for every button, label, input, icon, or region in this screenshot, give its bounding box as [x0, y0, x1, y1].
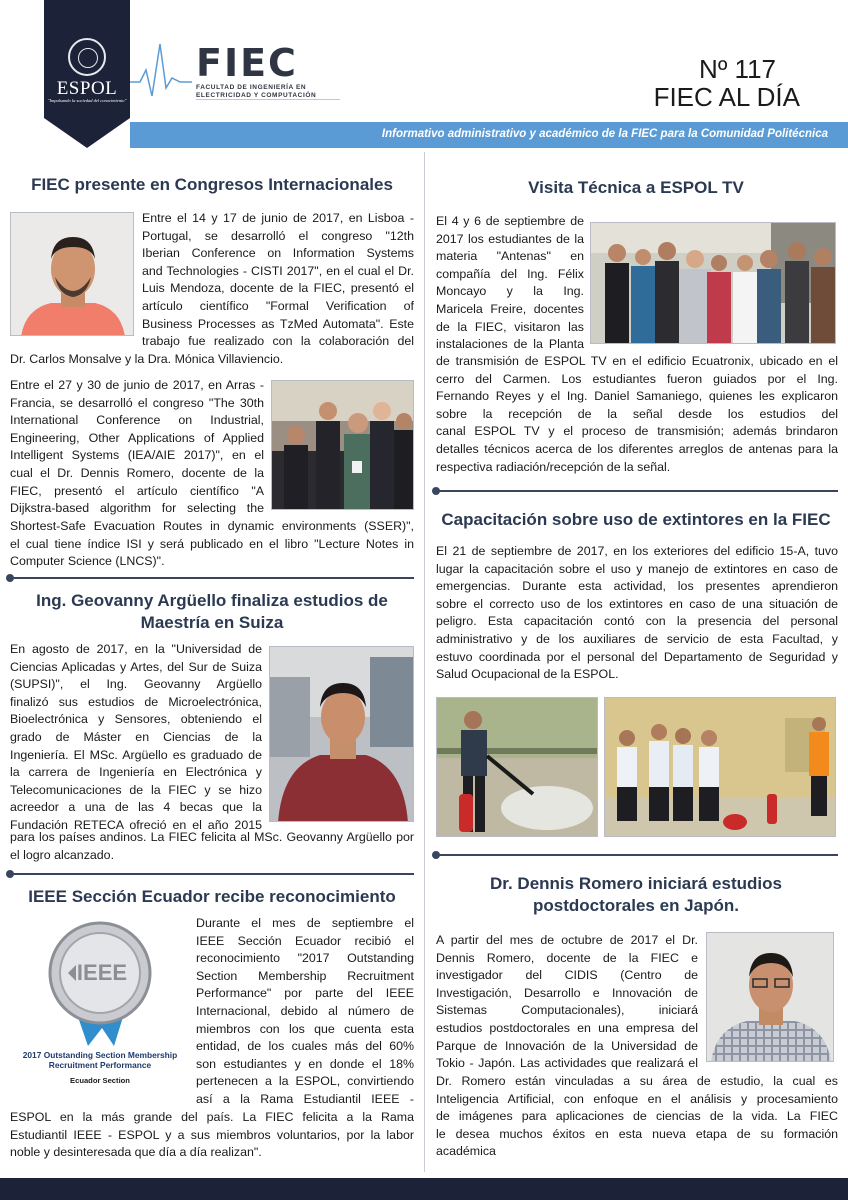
- text-line: Dennis Romero, docente de la FIEC e: [436, 950, 698, 965]
- text-line: Tokio - Japón. Las actividades que realizará el: [436, 1056, 698, 1071]
- text-line: académica: [436, 1144, 496, 1159]
- text-line: miembros con los que cuenta esta: [196, 1021, 414, 1036]
- text-line: administrativo y de los auxiliares de servicio de esta Facultad, y: [436, 631, 838, 646]
- paragraph-espoltv-b: [436, 353, 838, 476]
- text-line: estudios postdoctorales en una empresa del: [436, 1020, 698, 1035]
- text-line: Dr. Carlos Monsalve y la Dra. Mónica Villaviencio.: [10, 352, 284, 366]
- text-line: el cual tiene índice ISI y será publicado en el libro "Lecture Notes in: [10, 536, 414, 551]
- separator-line: [10, 577, 414, 579]
- text-line: Computer Science (LNCS)".: [10, 554, 165, 569]
- text-line: Moncayo y la Ing.: [436, 284, 584, 299]
- separator-line: [436, 490, 838, 492]
- text-line: IEEE Sección Ecuador recibió el: [196, 933, 414, 948]
- paragraph-arguello-b: [10, 829, 414, 864]
- text-line: Business Processes as TzMed Automata". Este: [142, 316, 414, 331]
- text-line: investigador del CIDIS (Centro de: [436, 968, 698, 983]
- text-line: Maricela Freire, docentes: [436, 301, 584, 316]
- text-line: Salud Ocupacional de la ESPOL.: [436, 667, 619, 682]
- photo-dennis-romero: [706, 932, 834, 1062]
- text-line: canal ESPOL TV y el proceso de transmisión; además brindaron: [436, 424, 838, 439]
- column-divider: [424, 152, 425, 1172]
- text-line: International Conference on Industrial,: [10, 413, 264, 428]
- text-line: materia "Antenas" en: [436, 249, 584, 264]
- paragraph-espoltv-a: [436, 213, 584, 354]
- text-line: Section Membership Recruitment: [196, 968, 414, 983]
- text-line: la carrera de Ingeniería en Electrónica y: [10, 765, 262, 780]
- text-line: le desea muchos éxitos en esta nueva etapa de su formación: [436, 1126, 838, 1141]
- fiec-subtitle-line: FACULTAD DE INGENIERÍA EN: [196, 84, 307, 91]
- title-line: postdoctorales en Japón.: [533, 896, 739, 915]
- text-line: para los países andinos. La FIEC felicita al MSc. Geovanny Argüello por: [10, 830, 414, 844]
- text-line: Portugal, se desarrolló el congreso "12th: [142, 228, 414, 243]
- text-line: 2017 los estudiantes de la: [436, 231, 584, 246]
- text-line: compañía del Ing. Félix: [436, 266, 584, 281]
- text-line: Inteligencia Artificial, con enfoque en el análisis y procesamiento: [436, 1091, 838, 1106]
- text-line: A partir del mes de octubre de 2017 el Dr.: [436, 933, 698, 947]
- article-title-extintores: Capacitación sobre uso de extintores en la FIEC: [441, 510, 831, 529]
- text-line: Fundación RETECA ofreció en el año 2015: [10, 817, 262, 832]
- article-title-arguello: [10, 590, 414, 634]
- espol-seal-icon: [68, 38, 106, 76]
- text-line: de la FIEC, visitaron las: [436, 319, 584, 334]
- header-band-text: Informativo administrativo y académico de la FIEC para la Comunidad Politécnica: [381, 128, 828, 140]
- paragraph-extintores: [436, 543, 838, 684]
- text-line: peligro. Esta capacitación contó con la presencia del personal: [436, 614, 838, 629]
- paragraph-romero-b: [436, 1073, 838, 1161]
- text-line: Iberian Conference on Information Systems: [142, 246, 414, 261]
- text-line: Intelligent Systems (IEA/AIE 2017)", en el: [10, 448, 264, 463]
- text-line: son estudiantes y en donde el 18%: [196, 1056, 414, 1071]
- text-line: sobre la recepción de la señal desde los estudios del: [436, 406, 838, 421]
- text-line: grado de Máster en Ciencias de la: [10, 729, 262, 744]
- text-line: finalizó sus estudios de Microelectrónica,: [10, 694, 262, 709]
- text-line: Luis Mendoza, docente de la FIEC, presentó el: [142, 281, 414, 296]
- text-line: de transmisión de ESPOL TV en el edificio Ecuatronix, ubicado en el: [436, 354, 838, 368]
- text-line: cual el Dr. Dennis Romero, docente de la: [10, 465, 264, 480]
- text-line: instalaciones de la Planta: [436, 337, 584, 352]
- text-line: lugar la capacitación sobre el uso y manejo de extintores en caso de: [436, 561, 838, 576]
- photo-luis-mendoza: [10, 212, 134, 336]
- text-line: Estudiantil IEEE - ESPOL y a sus miembros voluntarios, por la labor: [10, 1127, 414, 1142]
- text-line: así a la Rama Estudiantil IEEE -: [196, 1091, 414, 1106]
- award-medal-icon: [10, 918, 190, 1048]
- paragraph-congresos-2a: [10, 377, 264, 518]
- footer-band: [0, 1178, 848, 1200]
- paragraph-congresos-2b: [10, 518, 414, 571]
- text-line: emergencias. Durante esta actividad, los presentes aprendieron: [436, 579, 838, 594]
- text-line: reconocimiento "2017 Outstanding: [196, 951, 414, 966]
- paragraph-arguello-a: [10, 641, 262, 835]
- fiec-logo: FIEC: [196, 41, 298, 85]
- article-title-ieee: IEEE Sección Ecuador recibe reconocimiento: [28, 887, 396, 906]
- text-line: Telecomunicaciones de la FIEC y se hizo: [10, 782, 262, 797]
- header-band: [130, 122, 848, 148]
- ieee-badge-text: IEEE: [76, 960, 128, 985]
- text-line: El 21 de septiembre de 2017, en los exteriores del edificio 15-A, tuvo: [436, 544, 838, 558]
- text-line: acreedor a una de las 4 becas que la: [10, 800, 262, 815]
- text-line: Parque de Innovación de la Universidad de: [436, 1038, 698, 1053]
- text-line: Durante el mes de septiembre el: [196, 916, 414, 930]
- article-title-congresos: FIEC presente en Congresos Internacionales: [31, 175, 393, 194]
- text-line: Dijkstra-based algorithm for selecting the: [10, 501, 264, 516]
- text-line: Sistemas Computacionales), iniciará: [436, 1003, 698, 1018]
- paragraph-romero-a: [436, 932, 698, 1073]
- text-line: detalles técnicos acerca de los diferentes arreglos de antenas para la: [436, 441, 838, 456]
- text-line: Engineering, Other Applications of Applied: [10, 430, 264, 445]
- text-line: el logro alcanzado.: [10, 847, 115, 862]
- text-line: Fernando Reyes y el Ing. Daniel Samaniego, quienes les explicaron: [436, 389, 838, 404]
- text-line: estuvo coordinada por el personal del Departamento de Seguridad y: [436, 649, 838, 664]
- text-line: Investigación, Desarrollo e Innovación de: [436, 985, 698, 1000]
- paragraph-ieee-a: [196, 915, 414, 1109]
- photo-extinguisher-group: [604, 697, 836, 837]
- award-caption: [10, 1050, 190, 1070]
- award-section: Ecuador Section: [70, 1076, 130, 1085]
- text-line: cerro del Carmen. Los estudiantes fueron guiados por el Ing.: [436, 371, 838, 386]
- award-caption-line: Recruitment Performance: [48, 1060, 152, 1070]
- separator-line: [10, 873, 414, 875]
- text-line: Ciencias Aplicadas y Artes, del Sur de Suiza: [10, 659, 262, 674]
- separator-line: [436, 854, 838, 856]
- text-line: Performance" por parte del IEEE: [196, 986, 414, 1001]
- text-line: Entre el 14 y 17 de junio de 2017, en Lisboa -: [142, 211, 414, 225]
- text-line: entidad, de los cuales más del 60%: [196, 1039, 414, 1054]
- photo-congress-group: [271, 380, 414, 510]
- issue-number: Nº 117: [699, 54, 776, 84]
- text-line: Bioelectrónica y Sensores, obteniendo el: [10, 712, 262, 727]
- photo-extinguisher-demo: [436, 697, 598, 837]
- title-line: Maestría en Suiza: [140, 613, 284, 632]
- text-line: En agosto de 2017, en la "Universidad de: [10, 642, 262, 656]
- text-line: FIEC, presentó el artículo científico "A: [10, 483, 264, 498]
- fiec-logo-subtitle: [196, 84, 346, 100]
- paragraph-ieee-b: [10, 1109, 414, 1162]
- text-line: Entre el 27 y 30 de junio de 2017, en Arras -: [10, 378, 264, 392]
- title-line: Ing. Geovanny Argüello finaliza estudios de: [36, 591, 388, 610]
- text-line: Dr. Romero están vinculadas a su área de estudio, la cual es: [436, 1074, 838, 1088]
- text-line: El 4 y 6 de septiembre de: [436, 214, 584, 228]
- text-line: trabajo fue realizado con la colaboración del: [142, 334, 414, 349]
- issue-title: FIEC AL DÍA: [653, 82, 800, 112]
- text-line: Ingeniería. El MSc. Argüello es graduado de: [10, 747, 262, 762]
- photo-espoltv-visit: [590, 222, 836, 344]
- text-line: noble y desinteresada que día a día realizan".: [10, 1145, 262, 1160]
- text-line: Shortest-Safe Evacuation Routes in dynamic environments (SSER)",: [10, 519, 414, 533]
- text-line: (SUPSI)", el Ing. Geovanny Argüello: [10, 677, 262, 692]
- espol-name: ESPOL: [56, 78, 118, 99]
- text-line: de imágenes para aplicaciones de ciencias de la vida. La FIEC: [436, 1109, 838, 1124]
- text-line: ESPOL en la más grande del país. La FIEC felicita a la Rama: [10, 1110, 414, 1124]
- text-line: artículo científico "Formal Verification of: [142, 298, 414, 313]
- text-line: Internacional, debido al número de: [196, 1003, 414, 1018]
- text-line: and Technologies - CISTI 2017", en el cual el Dr.: [142, 263, 414, 278]
- article-title-espoltv: Visita Técnica a ESPOL TV: [528, 178, 744, 197]
- text-line: pertenecen a la ESPOL, convirtiendo: [196, 1074, 414, 1089]
- text-line: respectiva radiación/recepción de la señal.: [436, 459, 671, 474]
- article-title-romero: [434, 873, 838, 917]
- espol-tagline: "Impulsando la sociedad del conocimiento": [47, 98, 127, 103]
- text-line: Francia, se desarrolló el congreso "The 30th: [10, 395, 264, 410]
- fiec-subtitle-line: ELECTRICIDAD Y COMPUTACIÓN: [196, 92, 317, 99]
- ieee-award-badge: [10, 918, 190, 1090]
- photo-geovanny-arguello: [269, 646, 414, 822]
- award-caption-line: 2017 Outstanding Section Membership: [22, 1050, 178, 1060]
- title-line: Dr. Dennis Romero iniciará estudios: [490, 874, 782, 893]
- text-line: sobre el correcto uso de los extintores en caso de una situación de: [436, 596, 838, 611]
- paragraph-congresos-1a: [142, 210, 414, 351]
- paragraph-congresos-1b: [10, 351, 414, 369]
